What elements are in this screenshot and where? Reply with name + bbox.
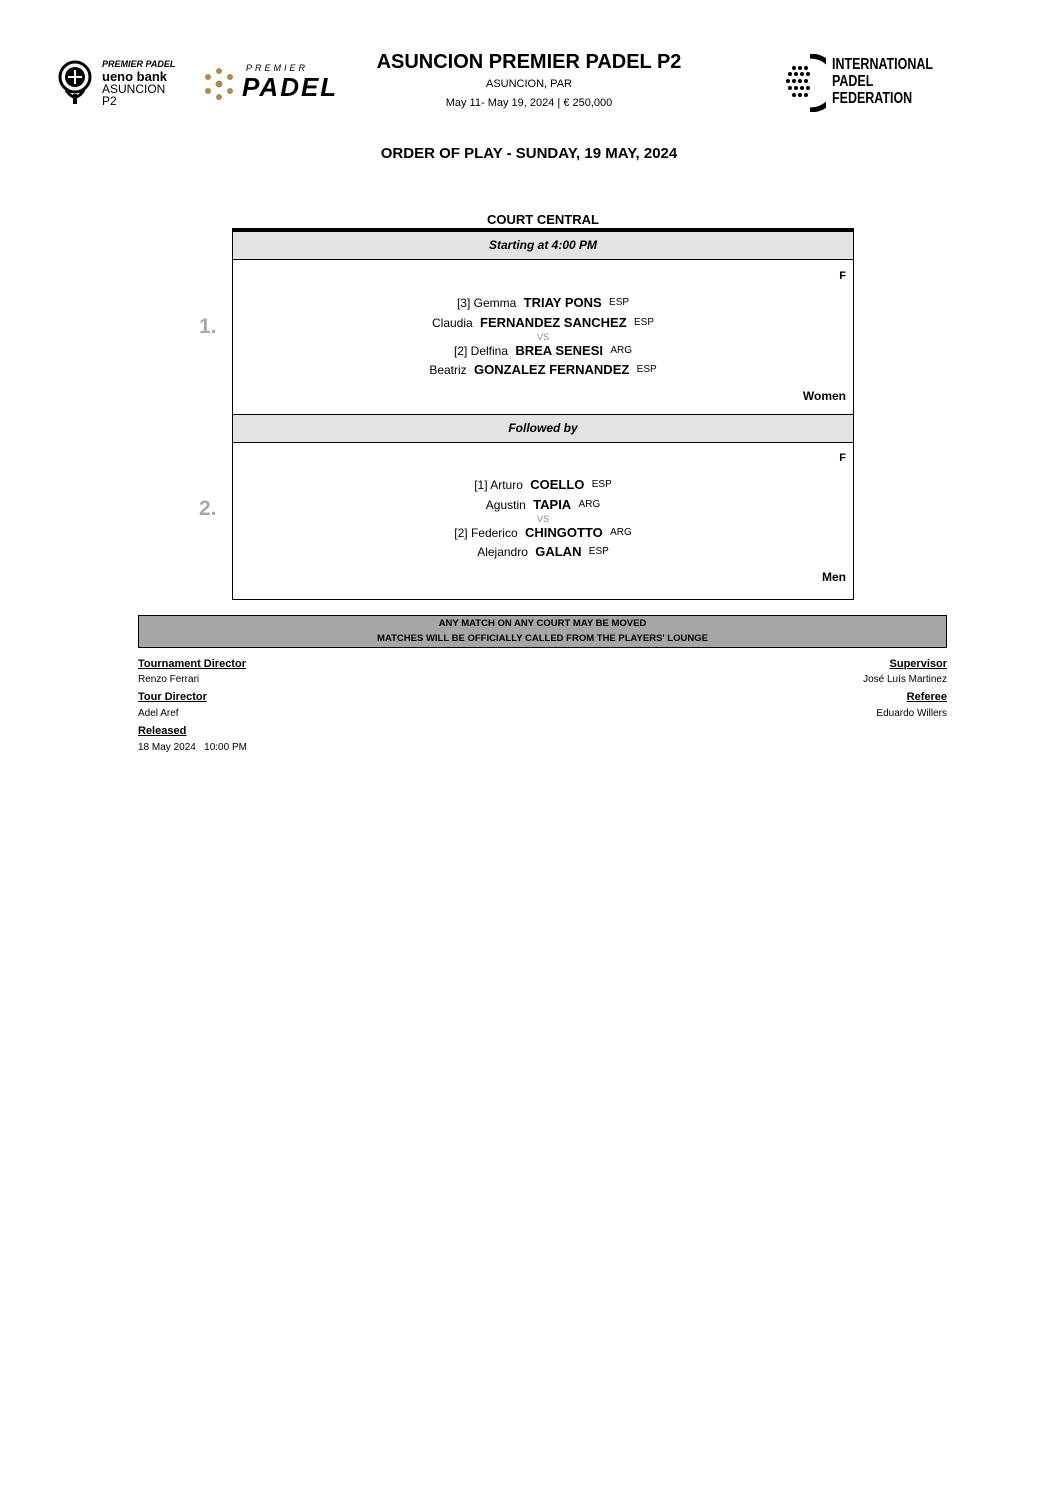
ipf-logo-line2: PADEL: [832, 73, 874, 90]
player-last-name: CHINGOTTO: [524, 525, 603, 540]
ipf-logo-line1: INTERNATIONAL: [832, 56, 933, 73]
player-nationality: ESP: [609, 297, 630, 308]
court-schedule: [199, 228, 854, 600]
player-row: [233, 544, 853, 559]
player-last-name: BREA SENESI: [515, 343, 604, 358]
player-first-name: Agustin: [485, 498, 526, 512]
tournament-location: ASUNCION, PAR: [486, 78, 572, 90]
player-row: [233, 525, 853, 540]
logo-text-city: ASUNCION: [102, 82, 166, 96]
notice-banner: [138, 615, 947, 648]
player-nationality: ARG: [578, 499, 601, 510]
court-name: COURT CENTRAL: [487, 212, 599, 227]
player-first-name: Claudia: [431, 316, 473, 330]
versus-label: VS: [536, 332, 549, 342]
match-number: 2.: [199, 497, 217, 520]
versus-label: VS: [536, 514, 549, 524]
player-nationality: ARG: [610, 527, 632, 538]
supervisor-label: Supervisor: [889, 658, 947, 670]
tour-director-label: Tour Director: [138, 691, 207, 703]
player-nationality: ESP: [636, 364, 657, 375]
logo-text-category: P2: [102, 94, 117, 108]
premier-logo-bottom: PADEL: [242, 72, 339, 102]
released-date: 18 May 2024 10:00 PM: [138, 742, 247, 753]
player-nationality: ARG: [610, 345, 633, 356]
ipf-ball-icon: [784, 54, 826, 112]
player-first-name: Federico: [470, 526, 518, 540]
player-nationality: ESP: [634, 317, 655, 328]
player-first-name: Gemma: [473, 296, 517, 310]
player-last-name: COELLO: [530, 477, 585, 492]
player-seed: [3]: [456, 296, 471, 310]
ipf-logo-line3: FEDERATION: [832, 90, 913, 107]
match-time-band: Starting at 4:00 PM: [233, 232, 853, 260]
player-row: [233, 497, 853, 512]
match-category: Men: [822, 570, 846, 584]
tournament-title: ASUNCION PREMIER PADEL P2: [376, 51, 682, 73]
player-row: [233, 362, 853, 377]
match-round: F: [839, 452, 846, 464]
referee-label: Referee: [906, 691, 947, 703]
player-seed: [2]: [454, 526, 468, 540]
match-number: 1.: [199, 315, 217, 338]
player-row: [233, 295, 853, 310]
tournament-director-label: Tournament Director: [138, 658, 246, 670]
player-nationality: ESP: [591, 479, 612, 490]
player-first-name: Arturo: [490, 478, 523, 492]
logo-text-sponsor: ueno bank: [102, 69, 168, 84]
match-time-band: Followed by: [233, 414, 853, 443]
player-row: [233, 477, 853, 492]
player-first-name: Beatriz: [429, 363, 467, 377]
player-first-name: Delfina: [470, 344, 509, 358]
player-last-name: TAPIA: [533, 497, 572, 512]
player-seed: [1]: [474, 478, 488, 492]
player-seed: [2]: [453, 344, 468, 358]
tournament-dates: May 11- May 19, 2024 | € 250,000: [445, 97, 613, 109]
player-row: [233, 315, 853, 330]
order-of-play-heading: ORDER OF PLAY - SUNDAY, 19 MAY, 2024: [380, 145, 678, 162]
logo-text-premier-padel: PREMIER PADEL: [102, 59, 176, 69]
player-last-name: TRIAY PONS: [523, 295, 602, 310]
notice-line-1: ANY MATCH ON ANY COURT MAY BE MOVED: [438, 618, 647, 629]
premier-logo-top: PREMIER: [246, 63, 309, 73]
released-label: Released: [138, 725, 187, 737]
ipf-logo: [784, 54, 934, 112]
notice-line-2: MATCHES WILL BE OFFICIALLY CALLED FROM THE PLAYERS' LOUNGE: [377, 633, 708, 644]
tournament-director-name: Renzo Ferrari: [138, 674, 200, 685]
player-row: [233, 343, 853, 358]
player-first-name: Alejandro: [477, 545, 528, 559]
tour-director-name: Adel Aref: [138, 708, 179, 719]
match-category: Women: [802, 389, 846, 403]
match-round: F: [839, 270, 846, 282]
player-nationality: ESP: [588, 546, 609, 557]
supervisor-name: José Luís Martinez: [863, 674, 947, 685]
referee-name: Eduardo Willers: [876, 708, 947, 719]
player-last-name: GALAN: [535, 544, 582, 559]
player-last-name: GONZALEZ FERNANDEZ: [474, 362, 630, 377]
player-last-name: FERNANDEZ SANCHEZ: [480, 315, 627, 330]
